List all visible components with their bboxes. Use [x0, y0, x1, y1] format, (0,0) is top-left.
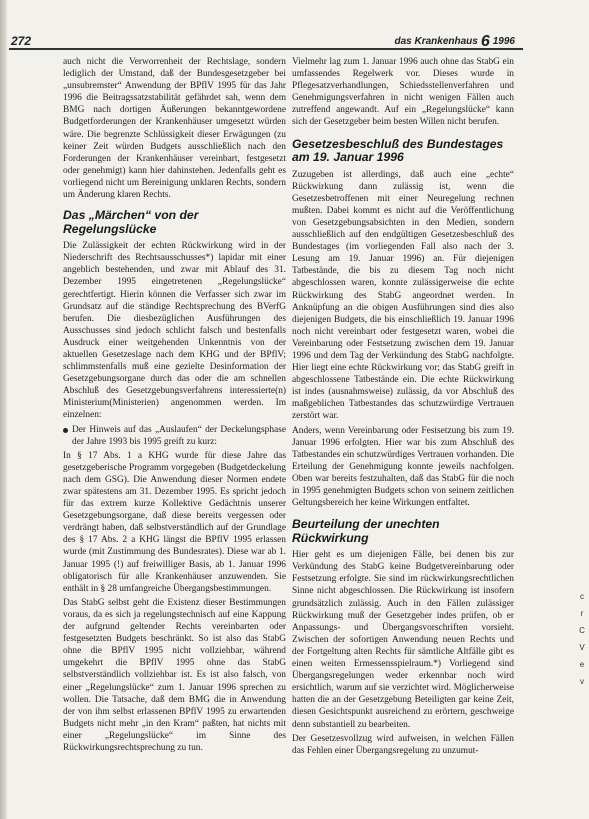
- heading-gesetzesbeschluss: Gesetzesbeschluß des Bundestages am 19. Januar 1996: [292, 136, 504, 165]
- header-rule: [9, 48, 523, 50]
- issue-year: 1996: [492, 36, 515, 47]
- left-paragraph-4: In § 17 Abs. 1 a KHG wurde für diese Jahre das gesetzgeberische Programm vorgegeben (Budgetdeckelung nach dem GSG). Die Anwendung dieser Normen endete zwar spätestens am 31. Dezember 1995. Es spricht jedoch für das extrem kurze Kollektive Gedächtnis unserer Gesetzgebungsorgane, daß diese bereits vergessen oder verdrängt haben, daß selbstverständlich auf der Grundlage des § 17 Abs. 2 a KHG längst die BPflV 1995 erlassen wurde (mit Zustimmung des Bundesrates). Diese war ab 1. Januar 1995 (!) auf freiwilliger Basis, ab 1. Januar 1996 obligatorisch für alle Krankenhäuser anzuwenden. Sie enthält in § 28 umfangreiche Übergangsbestimmungen.: [63, 450, 286, 594]
- margin-fragment: V: [579, 643, 585, 652]
- left-paragraph-2: Die Zulässigkeit der echten Rückwirkung wird in der Niederschrift des Rechtsausschusses*) lapidar mit einer angeblich bestehenden, und zwar mit Ablauf des 31. Dezember 1995 eingetretenen „Regelungslücke“ gerechtfertigt. Hierin können die Verfasser sich zwar im Grundsatz auf die ständige Rechtsprechung des BVerfG berufen. Die diesbezüglichen Ausführungen des Ausschusses sind jedoch schlicht falsch und bestenfalls Ausdruck einer weitgehenden Unkenntnis von der aktuellen Gesetzeslage nach dem KHG und der BPflV; schlimmstenfalls muß eine gezielte Desinformation der Gesetzgebungsorgane durch das oder die am schnellen Abschluß des Gesetzgebungsverfahrens interessierte(n) Ministerium(Ministerien) angenommen werden. Im einzelnen:: [63, 241, 286, 421]
- right-paragraph-3: Anders, wenn Vereinbarung oder Festsetzung bis zum 19. Januar 1996 erfolgten. Hier war bis zum Abschluß des Tatbestandes ein schutzwürdiges Vertrauen vorhanden. Die Erteilung der Genehmigung konnte jeweils nachfolgen. Oben war bereits festzuhalten, daß das StabG für die noch in 1995 genehmigten Budgets schon von seinem zeitlichen Geltungsbereich her keine Wirkungen entfaltet.: [292, 425, 514, 509]
- left-bullet-paragraph: Der Hinweis auf das „Auslaufen“ der Deckelungsphase der Jahre 1993 bis 1995 greift zu kurz:: [63, 424, 286, 448]
- right-paragraph-1: Vielmehr lag zum 1. Januar 1996 auch ohne das StabG ein umfassendes Regelwerk vor. Dieses wurde in Pflegesatzverhandlungen, Schiedsstellenverfahren und Genehmigungsverfahren in nicht wenigen Fällen auch zutreffend angewandt. Auf ein „Regelungslücke“ kann sich der Gesetzgeber beim besten Willen nicht berufen.: [292, 57, 514, 128]
- heading-unechte-rueckwirkung: Beurteilung der unechten Rückwirkung: [292, 517, 440, 545]
- margin-fragment: c: [580, 592, 584, 601]
- heading-maerchen: Das „Märchen“ von der Regelungslücke: [63, 208, 199, 236]
- margin-fragment: r: [580, 609, 584, 618]
- left-paragraph-5: Das StabG selbst geht die Existenz dieser Bestimmungen voraus, da es sich ja regelungstechnisch auf eine Kappung der aufgrund geltender Rechts vereinbarten oder festgesetzten Budgets beschränkt. So ist also das StabG ohne die BPflV 1995 nicht vollziehbar, während umgekehrt die BPflV 1995 ohne das StabG selbstverständlich vollziehbar ist. Es ist also falsch, von einer „Regelungslücke“ zum 1. Januar 1996 sprechen zu wollen. Die Tatsache, daß dem BMG die in Anwendung der von ihm selbst erlassenen BPflV 1995 zu erwartenden Budgets nicht mehr „in den Kram“ paßten, hat nichts mit einer „Regelungslücke“ im Sinne des Rückwirkungsrechtsprechung zu tun.: [63, 597, 286, 753]
- journal-name: das Krankenhaus: [394, 36, 478, 47]
- right-paragraph-5: Der Gesetzesvollzug wird aufweisen, in welchen Fällen das Fehlen einer Übergangsregelung zu unzumut-: [292, 733, 514, 756]
- issue-number: 6: [480, 33, 490, 50]
- margin-fragment: v: [580, 677, 584, 686]
- right-paragraph-2: Zuzugeben ist allerdings, daß auch eine „echte“ Rückwirkung dann zulässig ist, wenn die Gesetzesbetroffenen mit einer Neuregelung rechnen mußten. Dabei kommt es nicht auf die Veröffentlichung von Gesetzgebungsabsichten in den Medien, sondern ausschließlich auf den endgültigen Gesetzesbeschluß des Bundestages (im vorliegenden Fall also nach der 3. Lesung am 19. Januar 1996) an. Für diejenigen Tatbestände, die bis zu diesem Tag noch nicht abgeschlossen waren, konnte zulässigerweise die echte Rückwirkung des StabG angeordnet werden. In Anknüpfung an die obigen Ausführungen sind dies also diejenigen Budgets, die bis einschließlich 19. Januar 1996 noch nicht vereinbart oder festgesetzt waren, wobei die Vereinbarung oder Festsetzung zwischen dem 19. Januar 1996 und dem Tag der Verkündung des StabG nachfolgte. Hier liegt eine echte Rückwirkung vor; das StabG greift in abgeschlossene Tatbestände ein. Die echte Rückwirkung ist indes (ausnahmsweise) zulässig, da vor Abschluß des maßgeblichen Tatbestandes das schutzwürdige Vertrauen zerstört war.: [292, 169, 514, 422]
- page-number: 272: [11, 34, 32, 48]
- margin-fragment: e: [579, 660, 585, 669]
- right-paragraph-4: Hier geht es um diejenigen Fälle, bei denen bis zur Verkündung des StabG keine Budgetvereinbarung oder Festsetzung erfolgte. Sie sind im rückwirkungsrechtlichen Sinne nicht abgeschlossen. Die Rückwirkung ist insofern grundsätzlich zulässig. Auch in den Fällen zulässiger Rückwirkung muß der Gesetzgeber indes prüfen, ob er Anpassungs- und Übergangsvorschriften vorsieht. Zwischen der sofortigen Anwendung neuen Rechts und der Fortgeltung alten Rechts für sämtliche Altfälle gibt es einen weiten Ermessensspielraum.*) Vorliegend sind Übergangsregelungen weder erkennbar noch wird ersichtlich, warum auf sie verzichtet wird. Möglicherweise hatten die an der Gesetzgebung Beteiligten gar keine Zeit, diesen Gesichtspunkt ausreichend zu erörtern, geschweige denn substantiell zu bearbeiten.: [292, 550, 514, 730]
- left-paragraph-1: auch nicht die Verworrenheit der Rechtslage, sondern lediglich der Umstand, daß der Bundesgesetzgeber bei „unsubremster“ Anwendung der BPflV 1995 für das Jahr 1996 die Beitragssatzstabilität gefährdet sah, wenn dem BMG nach dortigen Äußerungen bekanntgewordene Budgetforderungen der Krankenhäuser umgesetzt würden wäre. Die begrenzte Schlüssigkeit dieser Erwägungen (zu keiner Zeit würden Budgets ausschließlich nach den Forderungen der Krankenhäuser vereinbart, festgesetzt oder genehmigt) kann hier dahinstehen. Jedenfalls geht es vorliegend nicht um Bereinigung unklaren Rechts, sondern um Änderung klaren Rechts.: [63, 57, 286, 201]
- page-gutter-shadow: [0, 0, 7, 819]
- margin-fragment: C: [579, 626, 585, 635]
- right-column: [292, 56, 514, 757]
- adjacent-page-fragments: [575, 588, 589, 690]
- left-column: [63, 56, 286, 754]
